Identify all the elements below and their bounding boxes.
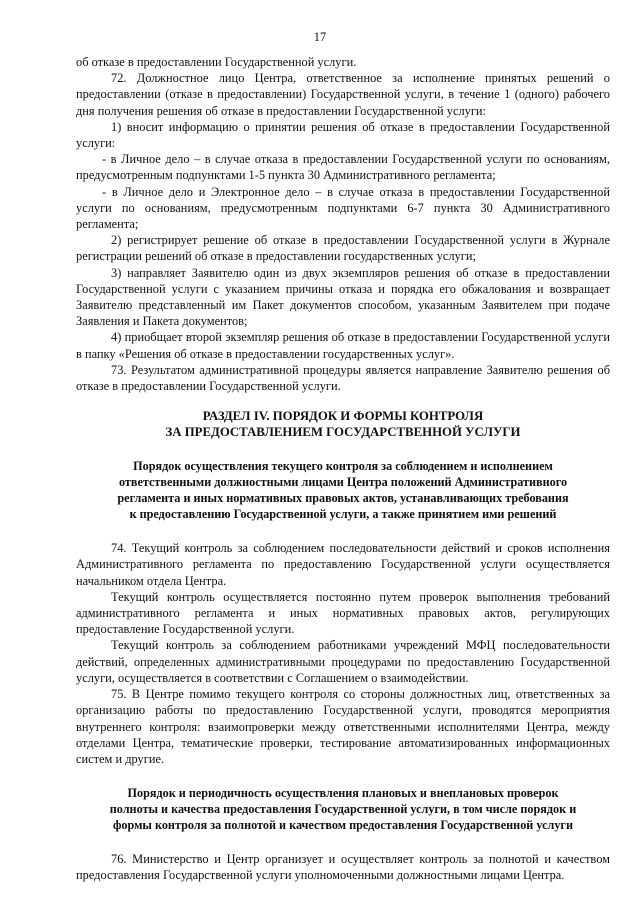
paragraph-76: 76. Министерство и Центр организует и осуществляет контроль за полнотой и качеством предоставления Государственной услуги уполномоченными должностными лицами Центра. [76,852,610,883]
paragraph-72-item-1a: - в Личное дело – в случае отказа в предоставлении Государственной услуги по основаниям, предусмотренным подпунктами 1-5 пункта 30 Административного регламента; [76,152,610,183]
subsection-2-line-2: полноты и качества предоставления Государственной услуги, в том числе порядок и [109,802,577,817]
paragraph-continuation: об отказе в предоставлении Государственной услуги. [76,55,357,69]
page-number: 17 [313,30,327,44]
subsection-2-line-1: Порядок и периодичность осуществления плановых и внеплановых проверок [127,786,559,801]
paragraph-74: 74. Текущий контроль за соблюдением последовательности действий и сроков исполнения Административного регламента по предоставлению Государственной услуги осуществляется начальником отдела Центра. [76,541,610,588]
section-title-line-2: ЗА ПРЕДОСТАВЛЕНИЕМ ГОСУДАРСТВЕННОЙ УСЛУГИ [165,425,521,440]
document-body [76,54,610,884]
paragraph-72-item-2: 2) регистрирует решение об отказе в предоставлении Государственной услуги в Журнале регистрации решений об отказе в предоставлении государственных услуги; [76,233,610,264]
paragraph-72-item-1: 1) вносит информацию о принятии решения об отказе в предоставлении Государственной услуги: [76,119,610,151]
subsection-1-line-3: регламента и иных нормативных правовых актов, устанавливающих требования [117,491,569,506]
subsection-1-line-4: к предоставлению Государственной услуги, а также принятием ими решений [129,507,557,522]
subsection-2-line-3: формы контроля за полнотой и качеством предоставления Государственной услуги [112,818,573,833]
paragraph-74-b: Текущий контроль осуществляется постоянно путем проверок выполнения требований административного регламента и иных нормативных правовых актов, регулирующих предоставление Государственной услуги. [76,589,610,637]
paragraph-73: 73. Результатом административной процедуры является направление Заявителю решения об отказе в предоставлении Государственной услуги. [76,362,610,394]
paragraph-72-item-3: 3) направляет Заявителю один из двух экземпляров решения об отказе в предоставлении Государственной услуги с указанием причины отказа и порядка его обжалования и возвращает Заявителю представленный им Пакет документов способом, указанным Заявителем при подаче Заявления и Пакета документов; [76,265,610,329]
section-title-line-1: РАЗДЕЛ IV. ПОРЯДОК И ФОРМЫ КОНТРОЛЯ [202,409,484,424]
subsection-1-line-1: Порядок осуществления текущего контроля за соблюдением и исполнением [133,459,553,474]
paragraph-72-item-1b: - в Личное дело и Электронное дело – в случае отказа в предоставлении Государственной услуги по основаниям, предусмотренным подпунктами 6-7 пункта 30 Административного регламента; [76,184,610,232]
paragraph-75: 75. В Центре помимо текущего контроля со стороны должностных лиц, ответственных за организацию работы по предоставлению Государственной услуги, проводятся мероприятия внутреннего контроля: взаимопроверки между ответственными исполнителями Центра, между отделами Центра, тематические проверки, тестирование автоматизированных информационных систем и другие. [76,687,610,766]
paragraph-72-item-4: 4) приобщает второй экземпляр решения об отказе в предоставлении Государственной услуги в папку «Решения об отказе в предоставлении государственных услуг». [76,330,610,361]
paragraph-72: 72. Должностное лицо Центра, ответственное за исполнение принятых решений о предоставлении (отказе в предоставлении) Государственной услуги, в течение 1 (одного) рабочего дня получения решения об отказе в предоставлении Государственной услуги: [76,71,610,118]
subsection-1-line-2: ответственными должностными лицами Центра положений Административного [118,475,568,490]
paragraph-74-c: Текущий контроль за соблюдением работниками учреждений МФЦ последовательности действий, определенных административными процедурами по предоставлению Государственной услуги, осуществляется в соответствии с Соглашением о взаимодействии. [76,638,610,685]
